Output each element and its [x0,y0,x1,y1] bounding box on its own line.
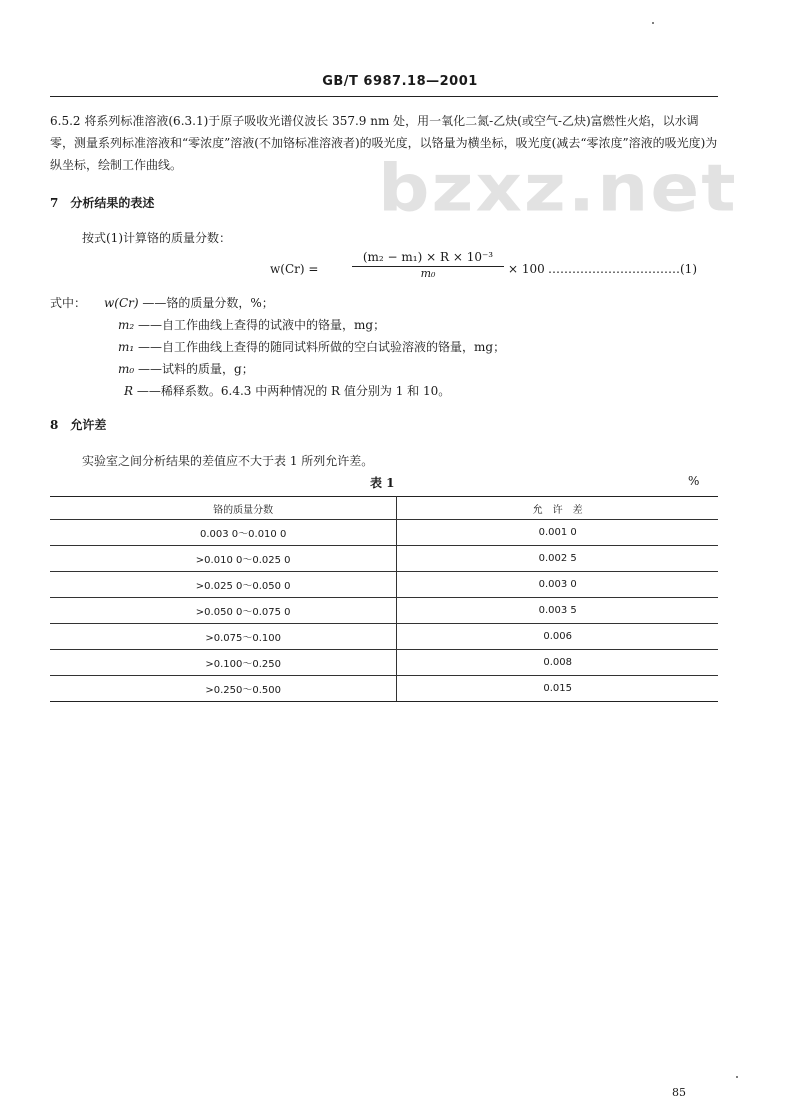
section-8-heading: 8 允许差 [50,418,107,432]
table-cell-tolerance: 0.008 [397,650,718,676]
section-text: 将系列标准溶液(6.3.1)于原子吸收光谱仪波长 357.9 nm 处，用一氧化二氮-乙炔(或空气-乙炔)富燃性火焰，以水调零，测量系列标准溶液和“零浓度”溶液(不加铬标准溶液者)的吸光度，以铬量为横坐标，吸光度(减去“零浓度”溶液的吸光度)为纵坐标，绘制工作曲线。 [50,114,718,172]
table-row [50,650,718,676]
section-number: 6.5.2 [50,114,81,128]
table-cell-range: >0.010 0～0.025 0 [50,546,397,572]
where-lead: 式中： [50,296,87,310]
section-7-intro: 按式(1)计算铬的质量分数： [82,231,231,245]
where-symbol: R [124,384,134,398]
table-title: 表 1 [370,476,395,490]
table-row [50,546,718,572]
table-row [50,520,718,546]
table-cell-range: >0.025 0～0.050 0 [50,572,397,598]
table-cell-range: >0.100～0.250 [50,650,397,676]
table-cell-tolerance: 0.002 5 [397,546,718,572]
header-rule [50,96,718,97]
table-row [50,676,718,702]
table-cell-tolerance: 0.015 [397,676,718,702]
where-item [118,316,385,333]
where-item [118,360,254,377]
where-item [118,338,505,355]
table-unit: % [688,474,700,488]
page-number: 85 [672,1086,686,1099]
table-header-cell: 铬的质量分数 [50,497,397,520]
where-symbol: w(Cr) [104,296,139,310]
tolerance-table [50,496,718,702]
watermark: bzxz.net [378,150,738,226]
where-symbol: m₁ [118,340,135,354]
page-header: GB/T 6987.18—2001 [322,74,478,89]
table-row [50,572,718,598]
where-item [104,294,274,311]
formula-lhs: w(Cr) = [270,262,319,276]
table-cell-tolerance: 0.003 5 [397,598,718,624]
formula-numerator: (m₂ − m₁) × R × 10⁻³ [352,250,504,267]
scan-speck [736,1076,738,1078]
section-8-intro: 实验室之间分析结果的差值应不大于表 1 所列允许差。 [82,454,374,468]
section-7-heading: 7 分析结果的表述 [50,196,155,210]
table-cell-range: 0.003 0～0.010 0 [50,520,397,546]
where-item [124,382,450,399]
table-header-row [50,497,718,520]
table-header-cell: 允 许 差 [397,497,718,520]
formula-tail: × 100 [508,262,545,276]
where-desc: ——自工作曲线上查得的随同试料所做的空白试验溶液的铬量，mg； [138,340,506,354]
where-symbol: m₀ [118,362,135,376]
table-cell-range: >0.075～0.100 [50,624,397,650]
formula-fraction [352,250,504,280]
scan-speck [652,22,654,24]
where-desc: ——稀释系数。6.4.3 中两种情况的 R 值分别为 1 和 10。 [136,384,451,398]
table-row [50,624,718,650]
formula-denominator: m₀ [420,267,436,280]
table-cell-tolerance: 0.001 0 [397,520,718,546]
where-desc: ——自工作曲线上查得的试液中的铬量，mg； [138,318,386,332]
where-desc: ——铬的质量分数，%； [142,296,274,310]
section-6-5-2 [50,110,720,176]
where-desc: ——试料的质量，g； [138,362,254,376]
where-symbol: m₂ [118,318,135,332]
table-row [50,598,718,624]
table-cell-range: >0.050 0～0.075 0 [50,598,397,624]
equation-number: ……………………………(1) [548,262,697,276]
table-cell-tolerance: 0.003 0 [397,572,718,598]
table-cell-range: >0.250～0.500 [50,676,397,702]
table-cell-tolerance: 0.006 [397,624,718,650]
